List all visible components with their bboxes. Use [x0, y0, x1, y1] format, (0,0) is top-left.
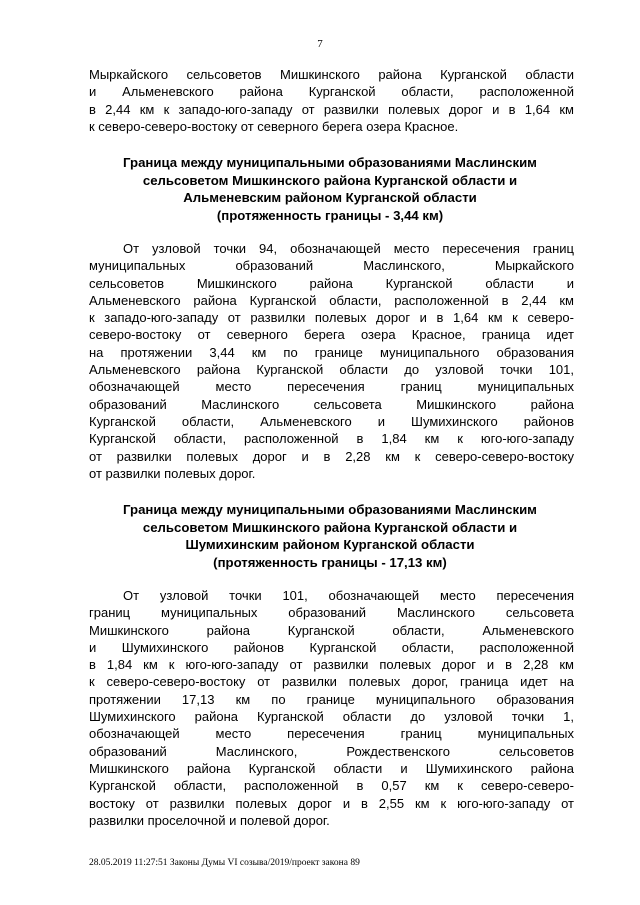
text-line: обозначающей место пересечения границ муниципальных — [89, 379, 574, 395]
text-line: к северо-северо-востоку от северного берега озера Красное. — [89, 118, 459, 134]
text-line: Курганской области, Альменевского и Шумихинского районов — [89, 413, 574, 429]
text-line: Альменевского района Курганской области до узловой точки 101, — [89, 362, 574, 378]
page-number: 7 — [317, 38, 323, 50]
text-line: протяжении 17,13 км по границе муниципального образования — [89, 691, 574, 707]
text-line: сельсоветов Мишкинского района Курганской области и — [89, 275, 574, 291]
text-line: и Шумихинского районов Курганской области, расположенной — [89, 639, 574, 655]
text-line: в 1,84 км к юго-юго-западу от развилки полевых дорог и в 2,28 км — [89, 657, 574, 673]
text-line: От узловой точки 101, обозначающей место пересечения — [123, 588, 574, 603]
text-line: развилки проселочной и полевой дорог. — [89, 812, 330, 828]
text-line: Курганской области, расположенной в 1,84 км к юго-юго-западу — [89, 431, 574, 447]
heading-line: Граница между муниципальными образованиями Маслинским — [123, 502, 537, 517]
heading-line: Шумихинским районом Курганской области — [185, 537, 475, 553]
text-line: в 2,44 км к западо-юго-западу от развилки полевых дорог и в 1,64 км — [89, 101, 574, 117]
text-line: Мишкинского района Курганской области и Шумихинского района — [89, 760, 574, 776]
text-line: востоку от развилки полевых дорог и в 2,55 км к юго-юго-западу от — [89, 795, 574, 811]
footer-path: 28.05.2019 11:27:51 Законы Думы VI созыва/2019/проект закона 89 — [89, 858, 360, 868]
heading-line: сельсоветом Мишкинского района Курганской области и — [142, 519, 518, 535]
text-line: Мыркайского сельсоветов Мишкинского района Курганской области — [89, 67, 574, 82]
text-line: границ муниципальных образований Маслинского сельсовета — [89, 605, 574, 621]
heading-line: Альменевским районом Курганской области — [183, 190, 477, 206]
section2-paragraph — [89, 587, 574, 829]
text-line: Мишкинского района Курганской области, Альменевского — [89, 622, 574, 638]
text-line: обозначающей место пересечения границ муниципальных — [89, 726, 574, 742]
section2-heading — [80, 501, 580, 571]
heading-line: сельсоветом Мишкинского района Курганской области и — [142, 172, 518, 188]
text-line: и Альменевского района Курганской области, расположенной — [89, 84, 574, 100]
heading-line: Граница между муниципальными образованиями Маслинским — [123, 155, 537, 170]
text-line: к западо-юго-западу от развилки полевых дорог и в 1,64 км к северо- — [89, 310, 574, 326]
text-line: муниципальных образований Маслинского, Мыркайского — [89, 258, 574, 274]
section1-paragraph — [89, 240, 574, 482]
text-line: Курганской области, расположенной в 0,57 км к северо-северо- — [89, 778, 574, 794]
section1-heading — [80, 154, 580, 224]
text-line: образований Маслинского сельсовета Мишкинского района — [89, 396, 574, 412]
text-line: северо-востоку от северного берега озера Красное, граница идет — [89, 327, 574, 343]
text-line: Шумихинского района Курганской области до узловой точки 1, — [89, 709, 574, 725]
text-line: от развилки полевых дорог и в 2,28 км к северо-северо-востоку — [89, 448, 574, 464]
text-line: Альменевского района Курганской области, расположенной в 2,44 км — [89, 292, 574, 308]
text-line: образований Маслинского, Рождественского сельсоветов — [89, 743, 574, 759]
text-line: От узловой точки 94, обозначающей место пересечения границ — [123, 241, 574, 256]
text-line: к северо-северо-востоку от развилки полевых дорог, граница идет на — [89, 674, 574, 690]
heading-line: (протяженность границы - 3,44 км) — [216, 207, 444, 223]
text-line: от развилки полевых дорог. — [89, 465, 256, 481]
intro-paragraph — [89, 66, 574, 135]
text-line: на протяжении 3,44 км по границе муниципального образования — [89, 344, 574, 360]
heading-line: (протяженность границы - 17,13 км) — [213, 554, 447, 570]
